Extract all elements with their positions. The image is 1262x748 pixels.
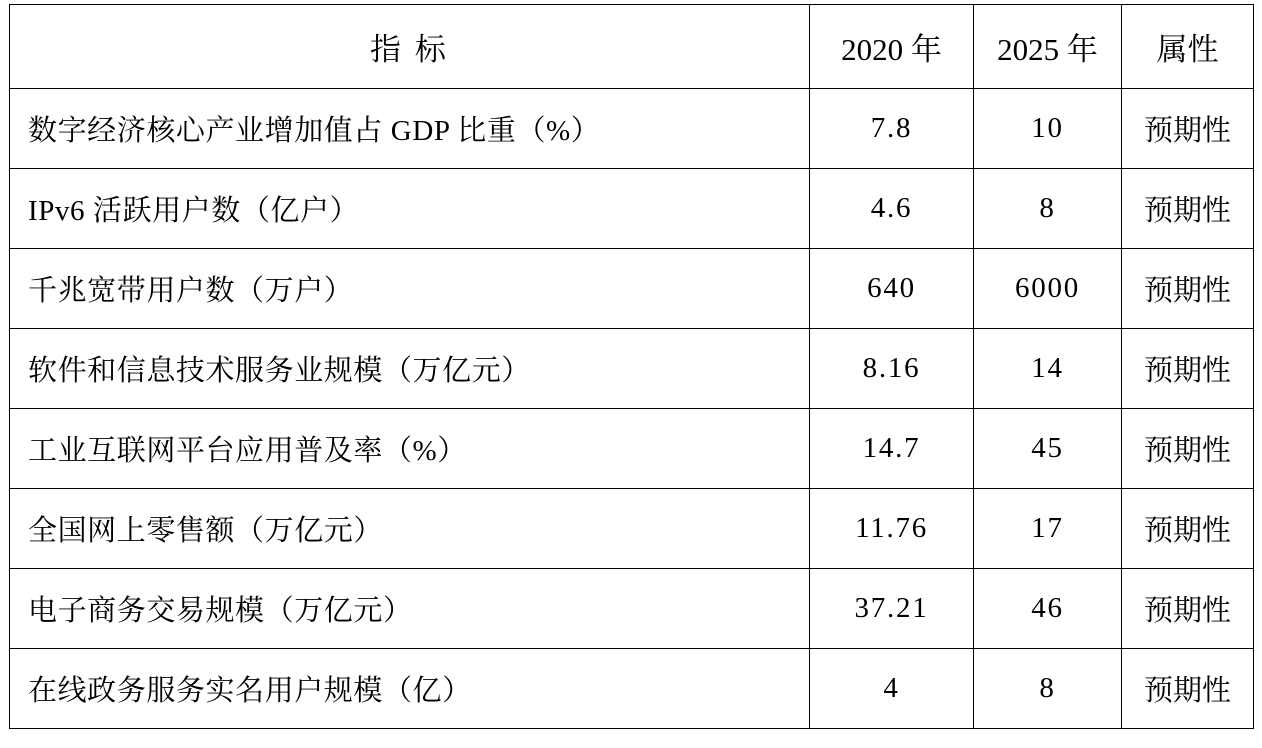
header-indicator-text: 指 标 [369,32,450,67]
cell-value-2025: 6000 [974,249,1122,329]
header-attribute: 属性 [1122,5,1254,89]
cell-value-2020: 14.7 [810,409,974,489]
header-indicator [10,5,810,89]
cell-value-2020: 11.76 [810,489,974,569]
cell-attribute: 预期性 [1122,489,1254,569]
document-page [0,4,1262,748]
header-year-2025: 2025 年 [974,5,1122,89]
cell-attribute: 预期性 [1122,89,1254,169]
cell-value-2025: 17 [974,489,1122,569]
cell-value-2020: 8.16 [810,329,974,409]
cell-indicator: 数字经济核心产业增加值占 GDP 比重（%） [10,89,810,169]
cell-indicator: 千兆宽带用户数（万户） [10,249,810,329]
cell-indicator: 在线政务服务实名用户规模（亿） [10,649,810,729]
table-row [10,89,1254,169]
cell-indicator: IPv6 活跃用户数（亿户） [10,169,810,249]
cell-value-2025: 45 [974,409,1122,489]
table-row [10,169,1254,249]
cell-attribute: 预期性 [1122,649,1254,729]
table-row [10,329,1254,409]
cell-attribute: 预期性 [1122,249,1254,329]
cell-value-2020: 4 [810,649,974,729]
cell-value-2025: 46 [974,569,1122,649]
cell-indicator: 全国网上零售额（万亿元） [10,489,810,569]
table-header-row [10,5,1254,89]
cell-attribute: 预期性 [1122,569,1254,649]
table-row [10,409,1254,489]
cell-value-2025: 14 [974,329,1122,409]
cell-attribute: 预期性 [1122,329,1254,409]
cell-value-2020: 4.6 [810,169,974,249]
table-row [10,489,1254,569]
table-row [10,569,1254,649]
table-row [10,649,1254,729]
header-year-2020: 2020 年 [810,5,974,89]
table-row [10,249,1254,329]
indicator-table [9,4,1254,729]
cell-indicator: 电子商务交易规模（万亿元） [10,569,810,649]
cell-value-2020: 7.8 [810,89,974,169]
cell-indicator: 工业互联网平台应用普及率（%） [10,409,810,489]
cell-value-2020: 640 [810,249,974,329]
cell-value-2025: 10 [974,89,1122,169]
cell-value-2025: 8 [974,169,1122,249]
cell-attribute: 预期性 [1122,409,1254,489]
cell-indicator: 软件和信息技术服务业规模（万亿元） [10,329,810,409]
cell-value-2025: 8 [974,649,1122,729]
cell-attribute: 预期性 [1122,169,1254,249]
cell-value-2020: 37.21 [810,569,974,649]
